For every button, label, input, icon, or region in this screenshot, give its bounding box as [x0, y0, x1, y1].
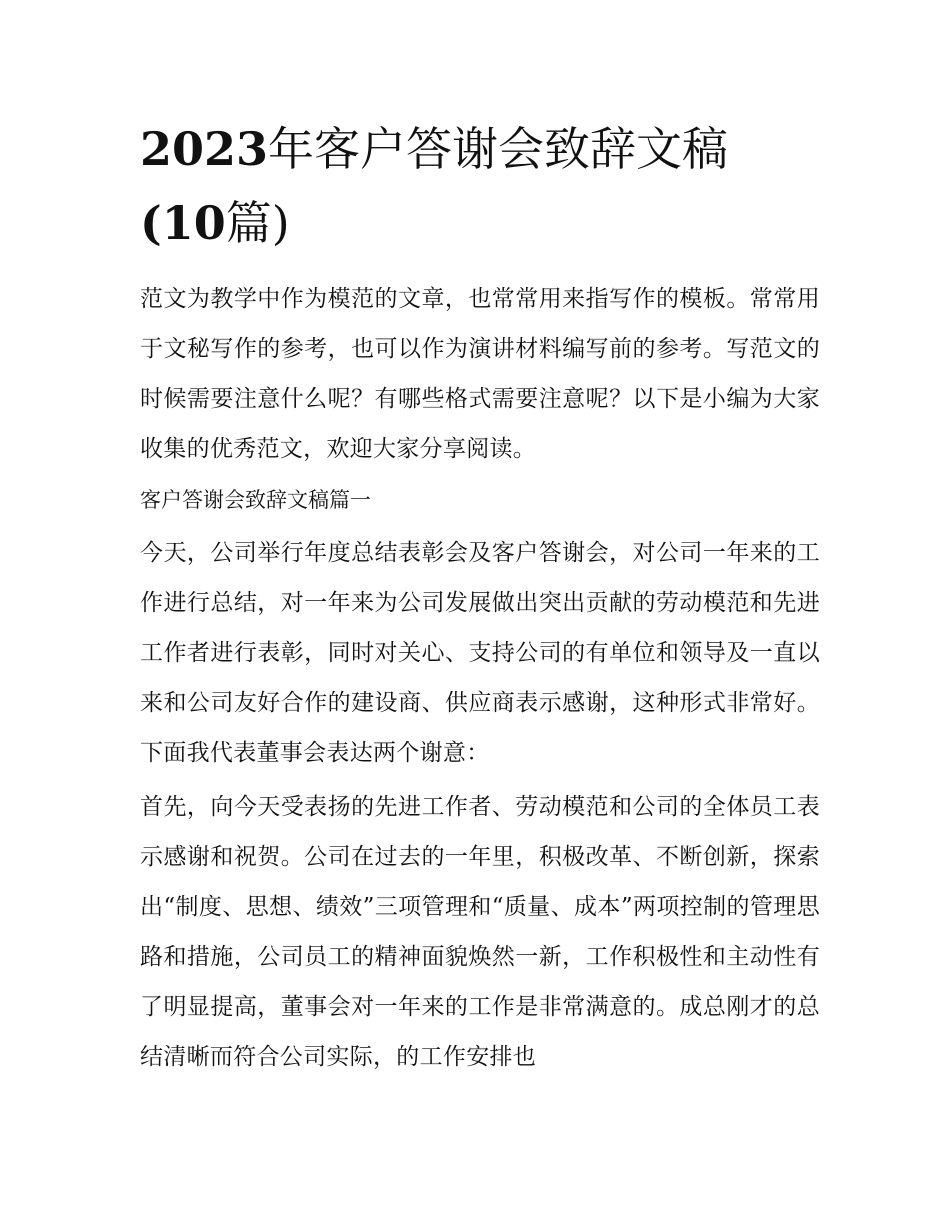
document-title — [140, 112, 820, 260]
body-paragraph-2: 首先，向今天受表扬的先进工作者、劳动模范和公司的全体员工表示感谢和祝贺。公司在过去的一年里，积极改革、不断创新，探索出“制度、思想、绩效”三项管理和“质量、成本”两项控制的管理思路和措施，公司员工的精神面貌焕然一新，工作积极性和主动性有了明显提高，董事会对一年来的工作是非常满意的。成总刚才的总结清晰而符合公司实际，的工作安排也 — [140, 794, 820, 1070]
title-count: (10 — [140, 196, 226, 250]
section-heading: 客户答谢会致辞文稿篇一 — [140, 488, 371, 512]
title-count-suffix: 篇) — [225, 196, 290, 250]
title-year: 2023 — [140, 122, 269, 176]
title-text: 年客户答谢会致辞文稿 — [268, 122, 729, 176]
document-content — [140, 112, 820, 1082]
intro-paragraph: 范文为教学中作为模范的文章，也常常用来指写作的模板。常常用于文秘写作的参考，也可以作为演讲材料编写前的参考。写范文的时候需要注意什么呢？有哪些格式需要注意呢？以下是小编为大家收集的优秀范文，欢迎大家分享阅读。 — [140, 286, 820, 462]
body-paragraph-1: 今天，公司举行年度总结表彰会及客户答谢会，对公司一年来的工作进行总结，对一年来为公司发展做出突出贡献的劳动模范和先进工作者进行表彰，同时对关心、支持公司的有单位和领导及一直以来和公司友好合作的建设商、供应商表示感谢，这种形式非常好。下面我代表董事会表达两个谢意： — [140, 540, 820, 766]
